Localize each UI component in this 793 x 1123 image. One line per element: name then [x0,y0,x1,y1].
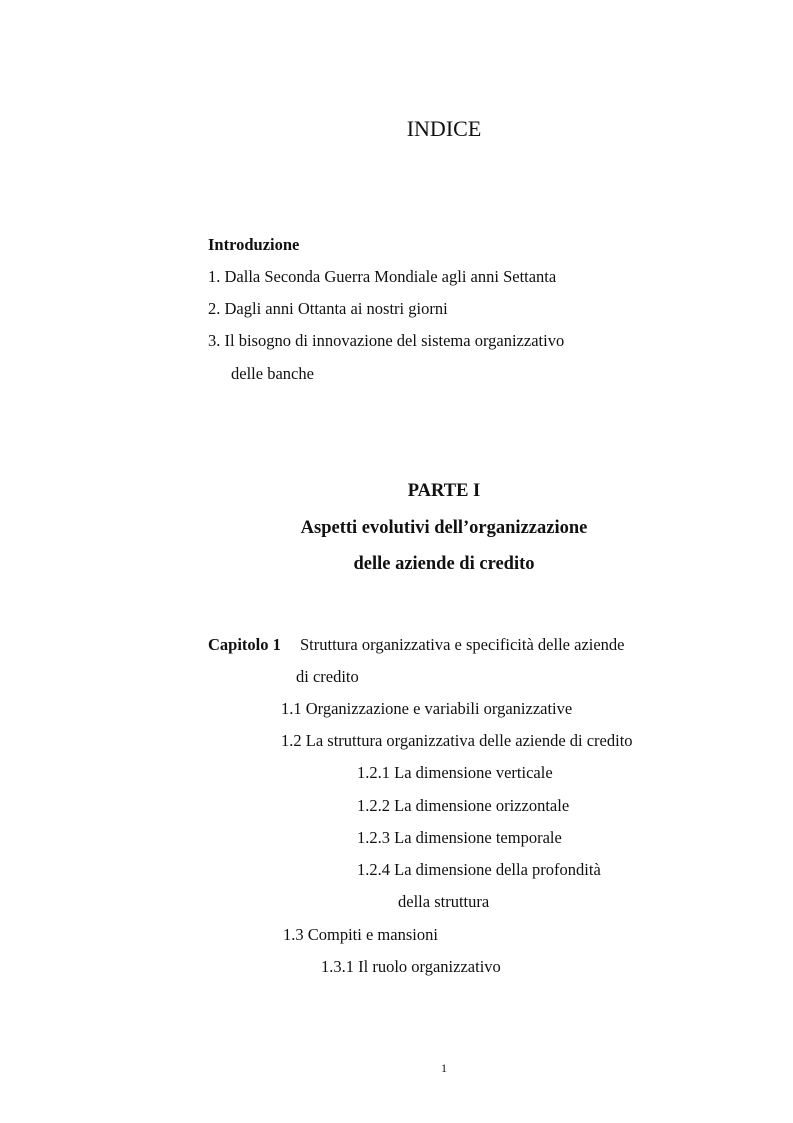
toc-entry-1-3-1: 1.3.1 Il ruolo organizzativo [321,957,501,976]
part-title-line-2: delle aziende di credito [353,554,535,574]
part-number: PARTE I [407,481,481,501]
toc-entry-1-1: 1.1 Organizzazione e variabili organizzative [281,699,573,718]
intro-item-2: 2. Dagli anni Ottanta ai nostri giorni [208,299,448,318]
toc-entry-1-2-4: 1.2.4 La dimensione della profondità [357,860,601,879]
intro-item-3-continued: delle banche [231,364,314,383]
toc-entry-1-3: 1.3 Compiti e mansioni [283,925,438,944]
toc-entry-1-2-1: 1.2.1 La dimensione verticale [357,763,553,782]
page-number: 1 [441,1061,447,1075]
toc-entry-1-2-4-continued: della struttura [398,892,490,911]
intro-heading: Introduzione [208,235,300,254]
page-title: INDICE [406,116,482,141]
part-title-line-1: Aspetti evolutivi dell’organizzazione [300,518,588,538]
toc-entry-1-2-2: 1.2.2 La dimensione orizzontale [357,796,570,815]
chapter-title-continued: di credito [296,667,359,686]
toc-entry-1-2-3: 1.2.3 La dimensione temporale [357,828,562,847]
toc-entry-1-2: 1.2 La struttura organizzativa delle aziende di credito [281,731,633,750]
intro-item-1: 1. Dalla Seconda Guerra Mondiale agli anni Settanta [208,267,557,286]
chapter-label: Capitolo 1 [208,635,281,654]
intro-item-3: 3. Il bisogno di innovazione del sistema organizzativo [208,331,565,350]
chapter-title: Struttura organizzativa e specificità delle aziende [300,635,625,654]
